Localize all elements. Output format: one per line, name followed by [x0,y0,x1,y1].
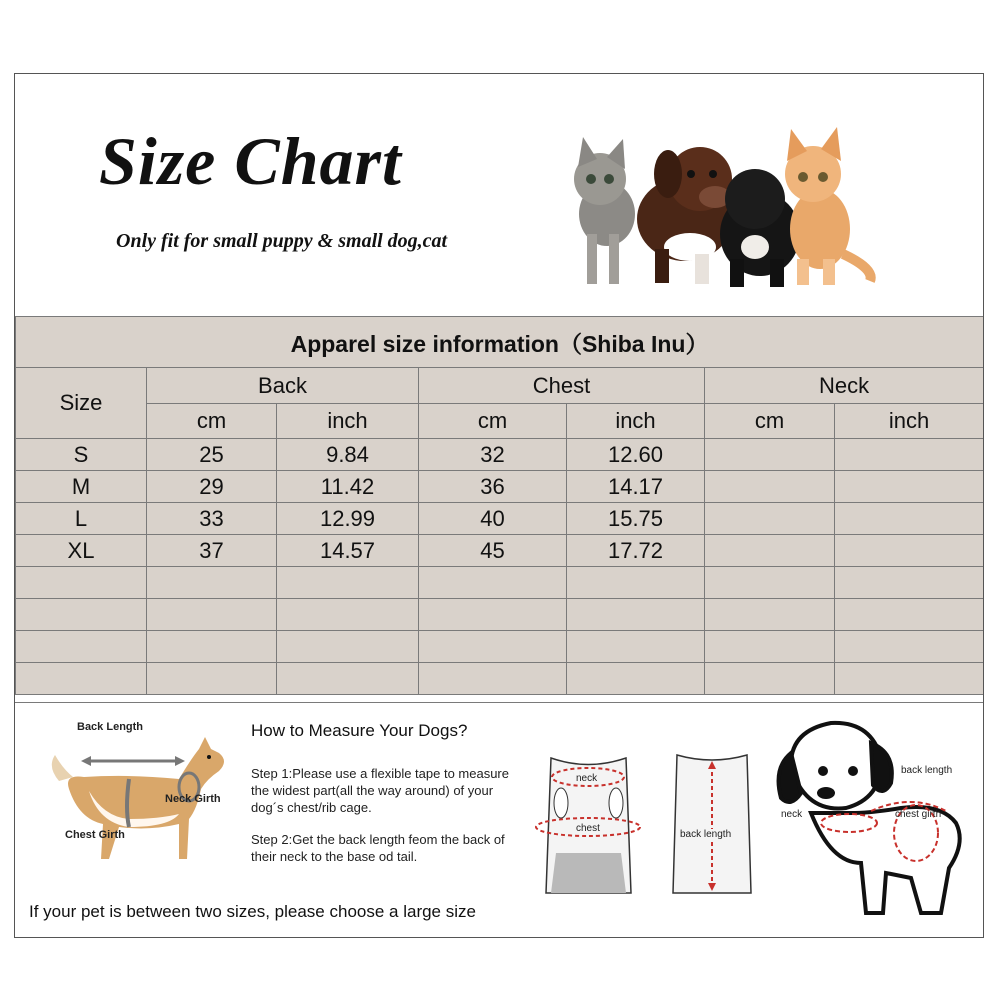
table-row [16,663,984,695]
unit-header: cm [705,404,835,439]
shirt-chest-label: chest [576,823,600,834]
fit-subtitle: Only fit for small puppy & small dog,cat [116,230,448,252]
value-cell [835,439,984,471]
size-cell: M [16,471,147,503]
value-cell [835,567,984,599]
value-cell: 29 [147,471,277,503]
value-cell: 14.17 [567,471,705,503]
value-cell: 40 [419,503,567,535]
black-puppy-icon [720,169,800,287]
size-cell [16,663,147,695]
value-cell [277,567,419,599]
value-cell [419,599,567,631]
table-row [16,567,984,599]
orange-kitten-icon [785,127,871,285]
size-cell: XL [16,535,147,567]
value-cell [705,567,835,599]
size-cell [16,599,147,631]
value-cell [835,535,984,567]
value-cell [567,631,705,663]
unit-header: inch [277,404,419,439]
back-header: Back [147,368,419,404]
value-cell [277,599,419,631]
value-cell [147,567,277,599]
table-row [16,631,984,663]
value-cell: 32 [419,439,567,471]
value-cell: 25 [147,439,277,471]
measure-heading: How to Measure Your Dogs? [251,721,468,740]
value-cell: 37 [147,535,277,567]
value-cell: 36 [419,471,567,503]
table-row [16,471,984,503]
value-cell [705,535,835,567]
value-cell: 12.99 [277,503,419,535]
table-row [16,503,984,535]
cartoon-back-length-label: back length [901,765,953,776]
gray-kitten-icon [574,137,635,284]
value-cell [835,503,984,535]
step-2-text: Step 2:Get the back length feom the back of their neck to the base od tail. [251,832,505,864]
value-cell: 11.42 [277,471,419,503]
value-cell [835,631,984,663]
chest-header: Chest [419,368,705,404]
size-advice-note: If your pet is between two sizes, please choose a large size [29,902,476,921]
value-cell [567,599,705,631]
value-cell [567,567,705,599]
value-cell: 17.72 [567,535,705,567]
step-1-text: Step 1:Please use a flexible tape to measure the widest part(all the way around) of your dog´s chest/rib cage. [251,766,509,815]
value-cell [835,471,984,503]
value-cell: 9.84 [277,439,419,471]
size-cell [16,631,147,663]
neck-girth-label: Neck Girth [165,793,221,805]
shirt-back-length-label: back length [680,829,732,840]
value-cell: 33 [147,503,277,535]
value-cell [705,599,835,631]
measure-guide [15,702,983,938]
size-header: Size [16,368,147,439]
value-cell: 12.60 [567,439,705,471]
back-length-label: Back Length [77,721,144,733]
size-cell [16,567,147,599]
neck-header: Neck [705,368,984,404]
value-cell [147,599,277,631]
value-cell [705,439,835,471]
unit-header: inch [567,404,705,439]
cartoon-neck-label: neck [781,809,803,820]
value-cell [705,471,835,503]
table-row [16,535,984,567]
value-cell [277,663,419,695]
value-cell [147,631,277,663]
value-cell: 14.57 [277,535,419,567]
value-cell: 45 [419,535,567,567]
size-cell: S [16,439,147,471]
size-table [15,316,984,695]
value-cell [277,631,419,663]
table-row [16,599,984,631]
size-chart-frame [14,73,984,938]
unit-header: cm [419,404,567,439]
size-cell: L [16,503,147,535]
shirt-back-illustration [667,743,757,898]
value-cell [147,663,277,695]
value-cell: 15.75 [567,503,705,535]
unit-header: inch [835,404,984,439]
table-row [16,439,984,471]
value-cell [835,599,984,631]
pets-photo [545,119,885,299]
table-title: Apparel size information（Shiba Inu） [16,317,984,368]
value-cell [705,663,835,695]
shirt-front-illustration [531,743,646,898]
value-cell [567,663,705,695]
chest-girth-label: Chest Girth [65,829,125,841]
shirt-neck-label: neck [576,773,598,784]
value-cell [419,663,567,695]
brown-puppy-icon [637,147,733,284]
value-cell [705,503,835,535]
value-cell [419,567,567,599]
unit-header: cm [147,404,277,439]
cartoon-chest-girth-label: chest girth [895,809,942,820]
value-cell [419,631,567,663]
value-cell [705,631,835,663]
page-title: Size Chart [99,123,402,199]
value-cell [835,663,984,695]
